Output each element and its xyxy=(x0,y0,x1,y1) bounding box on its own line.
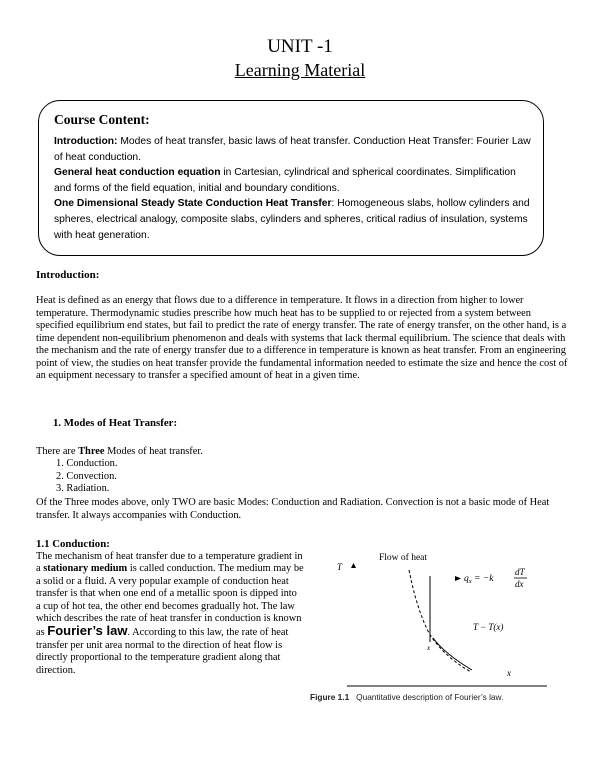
temperature-dashed-curve xyxy=(409,570,471,672)
equation-denominator: dx xyxy=(515,579,524,589)
equation-numerator: dT xyxy=(515,567,525,577)
list-item: 3. Radiation. xyxy=(56,483,110,494)
course-item-bold: General heat conduction equation xyxy=(54,167,221,179)
modes-intro-pre: There are xyxy=(36,446,79,457)
modes-intro xyxy=(36,446,568,459)
unit-subtitle: Learning Material xyxy=(234,60,366,80)
list-item: 1. Conduction. xyxy=(56,458,118,469)
course-item-intro xyxy=(54,134,533,165)
modes-intro-bold: Three xyxy=(78,446,105,457)
figure-caption-number: Figure 1.1 xyxy=(310,692,350,702)
course-item-one-dimensional xyxy=(54,196,533,243)
conduction-text-3: . According to this law, the rate of heat transfer per unit area normal to the direction of heat flow is directly proportional to the temperature gradient along that direction. xyxy=(36,627,289,676)
temperature-solid-curve xyxy=(433,638,472,670)
introduction-heading: Introduction: xyxy=(36,269,100,281)
fourier-law-term: Fourier’s law xyxy=(47,623,128,639)
modes-heading: 1. Modes of Heat Transfer: xyxy=(53,417,178,429)
figure-caption-text: Quantitative description of Fourier’s law. xyxy=(356,692,504,702)
introduction-paragraph: Heat is defined as an energy that flows due to a difference in temperature. It flows in a direction from higher to lower temperature. Thermodynamic studies prescribe how much heat has to be supplied to or rejected from a system between specified equilibrium end states, but fail to predict the rate of energy transfer. The rate of energy transfer, on the other hand, is a time dependent non-equilibrium phenomenon and deals with systems that lack thermal equilibrium. The science that deals with the mechanism and the rate of energy transfer due to a difference in temperature is known as heat transfer. From an engineering point of view, the studies on heat transfer provide the fundamental information needed to estimate the size and hence the cost of an equipment necessary to transfer a specified amount of heat in a given time. xyxy=(36,295,568,381)
equation-lhs: q xyxy=(464,574,469,584)
fourier-law-figure xyxy=(325,548,565,713)
conduction-text-1: The mechanism of heat transfer due to a temperature gradient in a xyxy=(36,551,303,575)
t-axis-arrow-icon xyxy=(351,563,356,568)
conduction-heading: 1.1 Conduction: xyxy=(36,538,110,550)
course-item-bold: One Dimensional Steady State Conduction Heat Transfer xyxy=(54,198,332,210)
modes-summary: Of the Three modes above, only TWO are basic Modes: Conduction and Radiation. Convection is not a basic mode of Heat transfer. It always accompanies with Conduction. xyxy=(36,497,550,521)
equation-mid: = −k xyxy=(471,574,494,584)
x-axis-label: x xyxy=(507,668,511,678)
course-content-body xyxy=(54,134,533,243)
modes-intro-post: Modes of heat transfer. xyxy=(104,446,203,457)
course-item-bold: Introduction: xyxy=(54,136,118,147)
course-content-box xyxy=(38,100,544,256)
figure-caption xyxy=(310,692,570,702)
course-item-text: : Homogeneous slabs, hollow cylinders and spheres, electrical analogy, composite slabs, cylinders and spheres, critical radius of insulation, systems with heat generation. xyxy=(54,198,530,241)
unit-title: UNIT -1 xyxy=(267,36,333,57)
course-item-text: Modes of heat transfer, basic laws of heat transfer. Conduction Heat Transfer: Fourier Law of heat conduction. xyxy=(54,136,531,163)
conduction-paragraph xyxy=(36,551,304,677)
course-item-text: in Cartesian, cylindrical and spherical coordinates. Simplification and forms of the field equation, initial and boundary conditions. xyxy=(54,167,516,194)
flow-of-heat-label: Flow of heat xyxy=(379,553,428,563)
conduction-text-2: is called conduction. The medium may be a solid or a fluid. A very popular example of conduction heat transfer is that when one end of a metallic spoon is dipped into a cup of hot tea, the other end becomes gradually hot. The law which describes the rate of heat transfer in conduction is known as xyxy=(36,563,304,639)
stationary-medium-term: stationary medium xyxy=(43,563,128,575)
flow-arrow-icon xyxy=(455,576,461,581)
t-axis-label: T xyxy=(337,562,343,572)
course-content-heading: Course Content: xyxy=(54,112,150,127)
x-position-label: x xyxy=(427,644,431,652)
modes-list xyxy=(56,458,117,496)
equation-subscript: x xyxy=(468,578,472,585)
fourier-equation xyxy=(464,574,494,585)
course-item-general-equation xyxy=(54,165,533,196)
list-item: 2. Convection. xyxy=(56,470,117,482)
curve-label: T − T(x) xyxy=(473,622,504,632)
